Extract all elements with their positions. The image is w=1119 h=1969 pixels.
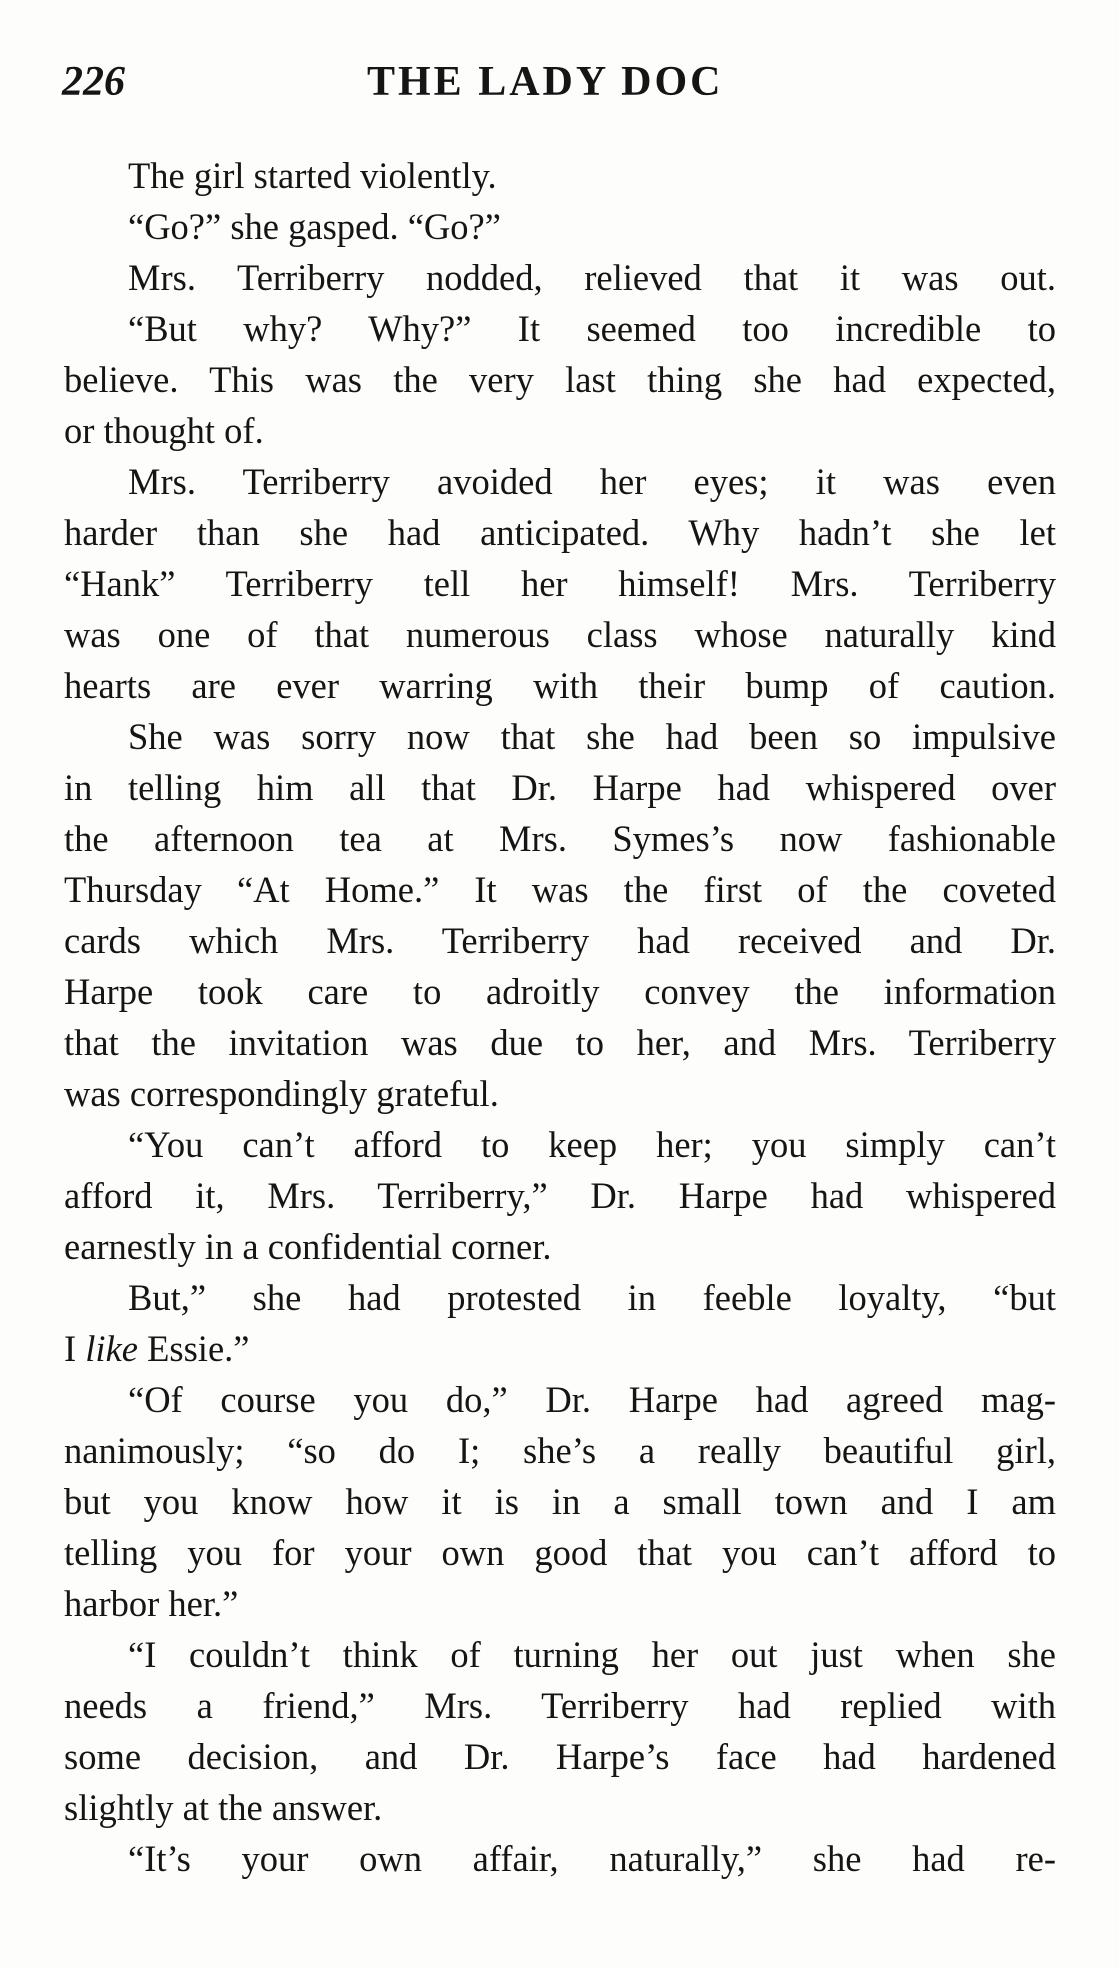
text-line: “Hank” Terriberry tell her himself! Mrs. Terriberry: [64, 563, 1056, 604]
text-line: “Go?” she gasped. “Go?”: [128, 206, 501, 247]
text-line: [64, 1323, 1056, 1374]
text-line: “You can’t afford to keep her; you simply can’t: [128, 1124, 1056, 1165]
paragraph: [64, 252, 1056, 303]
text-line: “Of course you do,” Dr. Harpe had agreed mag-: [128, 1379, 1056, 1420]
paragraph: [64, 303, 1056, 456]
paragraph: [64, 201, 1056, 252]
text-line: harder than she had anticipated. Why hadn’t she let: [64, 512, 1056, 553]
paragraph: [64, 711, 1056, 1119]
text-fragment: I: [64, 1328, 86, 1369]
paragraph: [64, 1374, 1056, 1629]
running-title: THE LADY DOC: [367, 59, 724, 105]
text-line: cards which Mrs. Terriberry had received and Dr.: [64, 920, 1056, 961]
text-line: nanimously; “so do I; she’s a really beautiful girl,: [64, 1430, 1056, 1471]
text-line: but you know how it is in a small town and I am: [64, 1481, 1056, 1522]
text-line: needs a friend,” Mrs. Terriberry had replied with: [64, 1685, 1056, 1726]
text-line: that the invitation was due to her, and Mrs. Terriberry: [64, 1022, 1056, 1063]
paragraph: [64, 456, 1056, 711]
paragraph: [64, 1119, 1056, 1272]
text-line: Thursday “At Home.” It was the first of the coveted: [64, 869, 1056, 910]
text-line: Mrs. Terriberry avoided her eyes; it was even: [128, 461, 1056, 502]
text-line: some decision, and Dr. Harpe’s face had hardened: [64, 1736, 1056, 1777]
text-line: “It’s your own affair, naturally,” she had re-: [128, 1838, 1056, 1879]
body-text: [64, 150, 1056, 1884]
text-line: was correspondingly grateful.: [64, 1073, 499, 1114]
paragraph: [64, 1833, 1056, 1884]
text-line: harbor her.”: [64, 1583, 239, 1624]
text-line: “I couldn’t think of turning her out just when she: [128, 1634, 1056, 1675]
text-line: was one of that numerous class whose naturally kind: [64, 614, 1056, 655]
page-number: 226: [62, 59, 125, 105]
page-header: [62, 58, 1062, 118]
text-line: telling you for your own good that you can’t afford to: [64, 1532, 1056, 1573]
text-line: in telling him all that Dr. Harpe had whispered over: [64, 767, 1056, 808]
text-line: hearts are ever warring with their bump of caution.: [64, 665, 1056, 706]
text-line: slightly at the answer.: [64, 1787, 383, 1828]
text-fragment: Essie.”: [137, 1328, 250, 1369]
paragraph: [64, 1629, 1056, 1833]
text-line: But,” she had protested in feeble loyalty, “but: [128, 1277, 1056, 1318]
text-line: She was sorry now that she had been so impulsive: [128, 716, 1056, 757]
text-line: or thought of.: [64, 410, 264, 451]
text-line: the afternoon tea at Mrs. Symes’s now fashionable: [64, 818, 1056, 859]
paragraph: [64, 1272, 1056, 1374]
text-line: afford it, Mrs. Terriberry,” Dr. Harpe had whispered: [64, 1175, 1056, 1216]
text-line: believe. This was the very last thing she had expected,: [64, 359, 1056, 400]
text-line: The girl started violently.: [128, 155, 497, 196]
italic-word: like: [85, 1328, 138, 1369]
text-line: “But why? Why?” It seemed too incredible to: [128, 308, 1056, 349]
text-line: Mrs. Terriberry nodded, relieved that it was out.: [128, 257, 1056, 298]
text-line: earnestly in a confidential corner.: [64, 1226, 552, 1267]
text-line: Harpe took care to adroitly convey the information: [64, 971, 1056, 1012]
paragraph: [64, 150, 1056, 201]
